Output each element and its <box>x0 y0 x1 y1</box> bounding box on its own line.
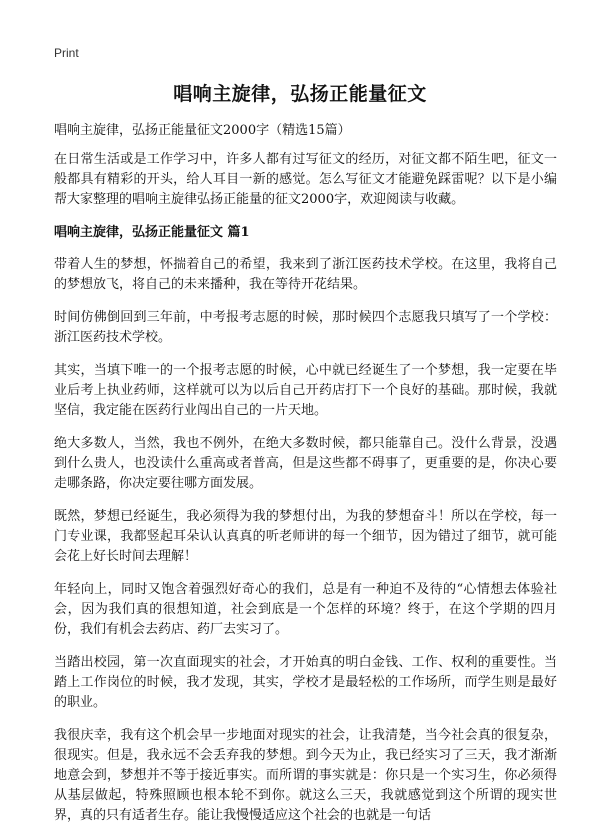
print-label[interactable]: Print <box>54 46 79 60</box>
body-paragraph: 当踏出校园，第一次直面现实的社会，才开始真的明白金钱、工作、权利的重要性。当踏上工作岗位的时候，我才发现，其实，学校才是最轻松的工作场所，而学生则是最好的职业。 <box>54 655 557 710</box>
document-title: 唱响主旋律，弘扬正能量征文 <box>173 83 427 105</box>
body-paragraph: 带着人生的梦想，怀揣着自己的希望，我来到了浙江医药技术学校。在这里，我将自己的梦想放飞，将自己的未来播种，我在等待开花结果。 <box>54 257 557 292</box>
body-paragraph: 其实，当填下唯一的一个报考志愿的时候，心中就已经诞生了一个梦想，我一定要在毕业后考上执业药师，这样就可以为以后自己开药店打下一个良好的基础。那时候，我就坚信，我定能在医药行业闯出自己的一片天地。 <box>54 363 557 418</box>
body-paragraph: 年轻向上，同时又饱含着强烈好奇心的我们，总是有一种迫不及待的“心情想去体验社会，因为我们真的很想知道，社会到底是一个怎样的环境？终于，在这个学期的四月份，我们有机会去药店、药厂去实习了。 <box>54 582 557 637</box>
body-paragraph: 既然，梦想已经诞生，我必须得为我的梦想付出，为我的梦想奋斗！所以在学校，每一门专业课，我都竖起耳朵认认真真的听老师讲的每一个细节，因为错过了细节，就可能会花上好长时间去理解！ <box>54 509 557 564</box>
body-paragraph: 我很庆幸，我有这个机会早一步地面对现实的社会，让我清楚，当今社会真的很复杂，很现实。但是，我永远不会丢弃我的梦想。到今天为止，我已经实习了三天，我才渐渐地意会到，梦想并不等于接近事实。而所谓的事实就是：你只是一个实习生，你必须得从基层做起，特殊照顾也根本轮不到你。就这么三天，我就感觉到这个所谓的现实世界，真的只有适者生存。能让我慢慢适应这个社会的也就是一句话 <box>54 728 557 823</box>
intro-paragraph: 在日常生活或是工作学习中，许多人都有过写征文的经历，对征文都不陌生吧，征文一般都具有精彩的开头，给人耳目一新的感觉。怎么写征文才能避免踩雷呢？以下是小编帮大家整理的唱响主旋律弘扬正能量的征文2000字，欢迎阅读与收藏。 <box>54 152 557 207</box>
body-paragraph: 时间仿佛倒回到三年前，中考报考志愿的时候，那时候四个志愿我只填写了一个学校：浙江医药技术学校。 <box>54 310 557 345</box>
document-body <box>54 150 557 839</box>
document-subtitle: 唱响主旋律，弘扬正能量征文2000字（精选15篇） <box>54 123 351 138</box>
section-heading: 唱响主旋律，弘扬正能量征文 篇1 <box>54 225 250 240</box>
body-paragraph: 绝大多数人，当然，我也不例外，在绝大多数时候，都只能靠自己。没什么背景，没遇到什么贵人，也没读什么重高或者普高，但是这些都不碍事了，更重要的是，你决心要走哪条路，你决定要往哪方面发展。 <box>54 436 557 491</box>
